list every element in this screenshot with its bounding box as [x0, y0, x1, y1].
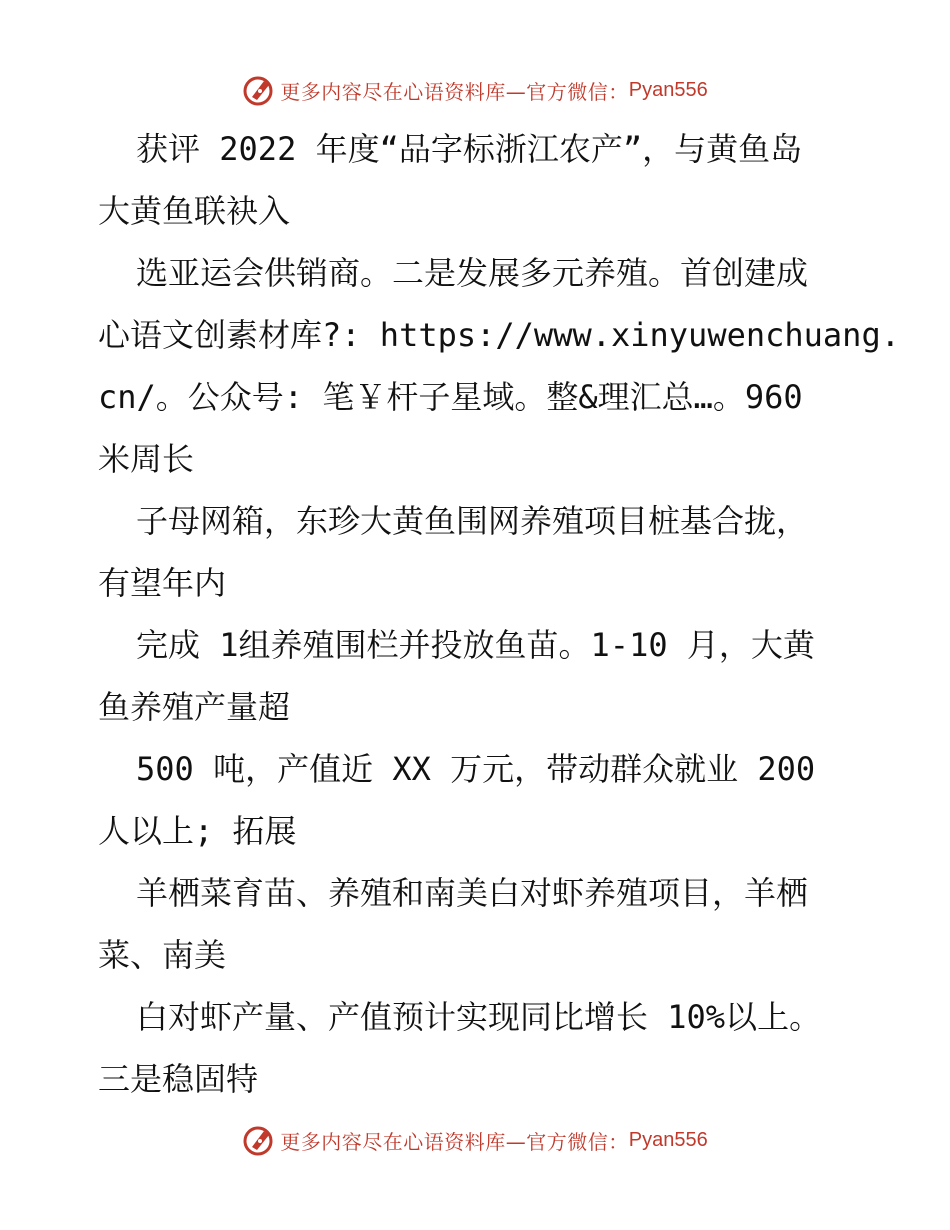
footer-banner-handle: Pyan556	[628, 1128, 708, 1151]
body-line: 白对虾产量、产值预计实现同比增长 10%以上。	[136, 998, 822, 1036]
body-line: 获评 2022 年度“品字标浙江农产”，与黄鱼岛	[136, 130, 803, 168]
header-banner-text: 更多内容尽在心语资料库—官方微信：	[280, 79, 629, 104]
body-line: 菜、南美	[98, 936, 227, 974]
header-banner-handle: Pyan556	[628, 78, 708, 101]
body-line: cn/。公众号: 笔￥杆子星域。整&理汇总…。960	[98, 378, 803, 416]
body-line: 500 吨，产值近 XX 万元，带动群众就业 200	[136, 750, 816, 788]
body-line: 子母网箱，东珍大黄鱼围网养殖项目桩基合拢，	[136, 502, 809, 540]
body-line: 大黄鱼联袂入	[98, 192, 291, 230]
body-line: 三是稳固特	[98, 1060, 259, 1098]
body-line: 完成 1组养殖围栏并投放鱼苗。1-10 月，大黄	[136, 626, 815, 664]
footer-banner-text: 更多内容尽在心语资料库—官方微信：	[280, 1129, 629, 1154]
body-line: 人以上; 拓展	[98, 812, 297, 850]
pen-nib-icon	[242, 73, 276, 107]
body-line: 有望年内	[98, 564, 227, 602]
body-line: 羊栖菜育苗、养殖和南美白对虾养殖项目，羊栖	[136, 874, 809, 912]
body-line: 鱼养殖产量超	[98, 688, 291, 726]
header-banner	[0, 70, 950, 110]
document-body	[98, 118, 900, 1110]
footer-banner	[0, 1120, 950, 1160]
body-line: 米周长	[98, 440, 195, 478]
body-line: 心语文创素材库?: https://www.xinyuwenchuang.	[98, 316, 900, 354]
body-line: 选亚运会供销商。二是发展多元养殖。首创建成	[136, 254, 809, 292]
pen-nib-icon	[242, 1123, 276, 1157]
